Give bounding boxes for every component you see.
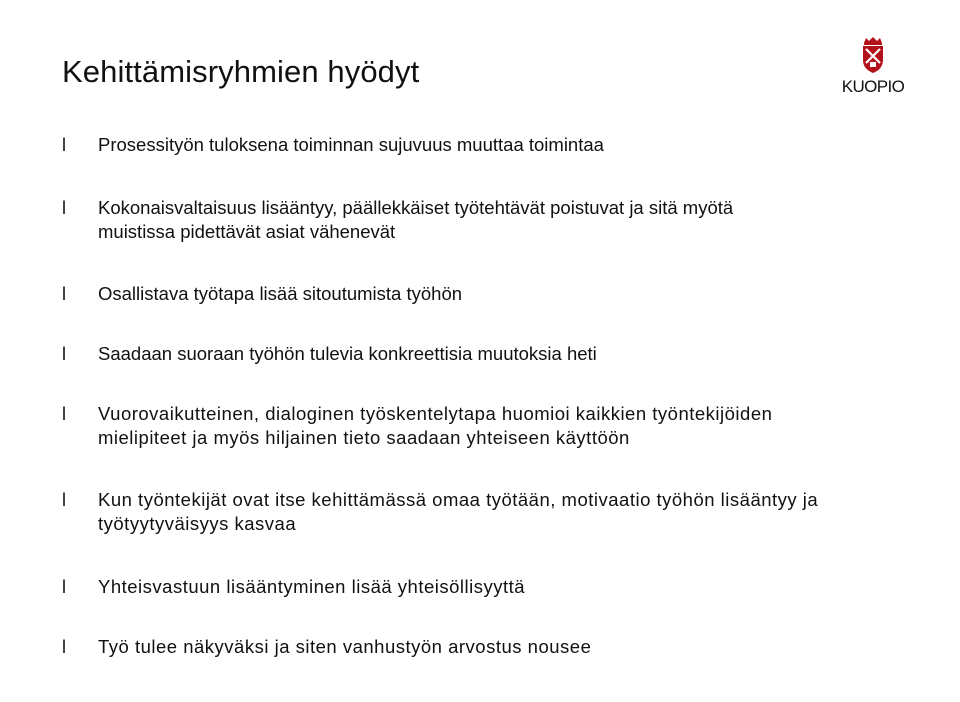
list-item-text: Kun työntekijät ovat itse kehittämässä omaa työtään, motivaatio työhön lisääntyy ja työtyytyväisyys kasvaa bbox=[98, 489, 819, 534]
bullet-marker: l bbox=[62, 637, 66, 657]
list-item-text: Työ tulee näkyväksi ja siten vanhustyön arvostus nousee bbox=[98, 636, 592, 657]
list-item-text: Kokonaisvaltaisuus lisääntyy, päällekkäiset työtehtävät poistuvat ja sitä myötä muistissa pidettävät asiat vähenevät bbox=[98, 197, 734, 242]
bullet-marker: l bbox=[62, 404, 66, 424]
slide-title: Kehittämisryhmien hyödyt bbox=[62, 54, 420, 89]
bullet-marker: l bbox=[62, 284, 66, 304]
bullet-marker: l bbox=[62, 577, 66, 597]
list-item-text: Osallistava työtapa lisää sitoutumista työhön bbox=[98, 283, 463, 304]
kuopio-coat-of-arms-icon bbox=[861, 36, 885, 74]
list-item-text: Yhteisvastuun lisääntyminen lisää yhteisöllisyyttä bbox=[98, 576, 526, 597]
list-item-text: Saadaan suoraan työhön tulevia konkreettisia muutoksia heti bbox=[98, 343, 597, 364]
logo-text: KUOPIO bbox=[841, 77, 905, 96]
bullet-marker: l bbox=[62, 198, 66, 218]
bullet-marker: l bbox=[62, 490, 66, 510]
kuopio-logo bbox=[836, 36, 910, 102]
list-item-text: Vuorovaikutteinen, dialoginen työskentelytapa huomioi kaikkien työntekijöiden mielipiteet ja myös hiljainen tieto saadaan yhteiseen käyttöön bbox=[98, 403, 773, 448]
bullet-marker: l bbox=[62, 344, 66, 364]
list-item-text: Prosessityön tuloksena toiminnan sujuvuus muuttaa toimintaa bbox=[98, 134, 604, 155]
bullet-marker: l bbox=[62, 135, 66, 155]
